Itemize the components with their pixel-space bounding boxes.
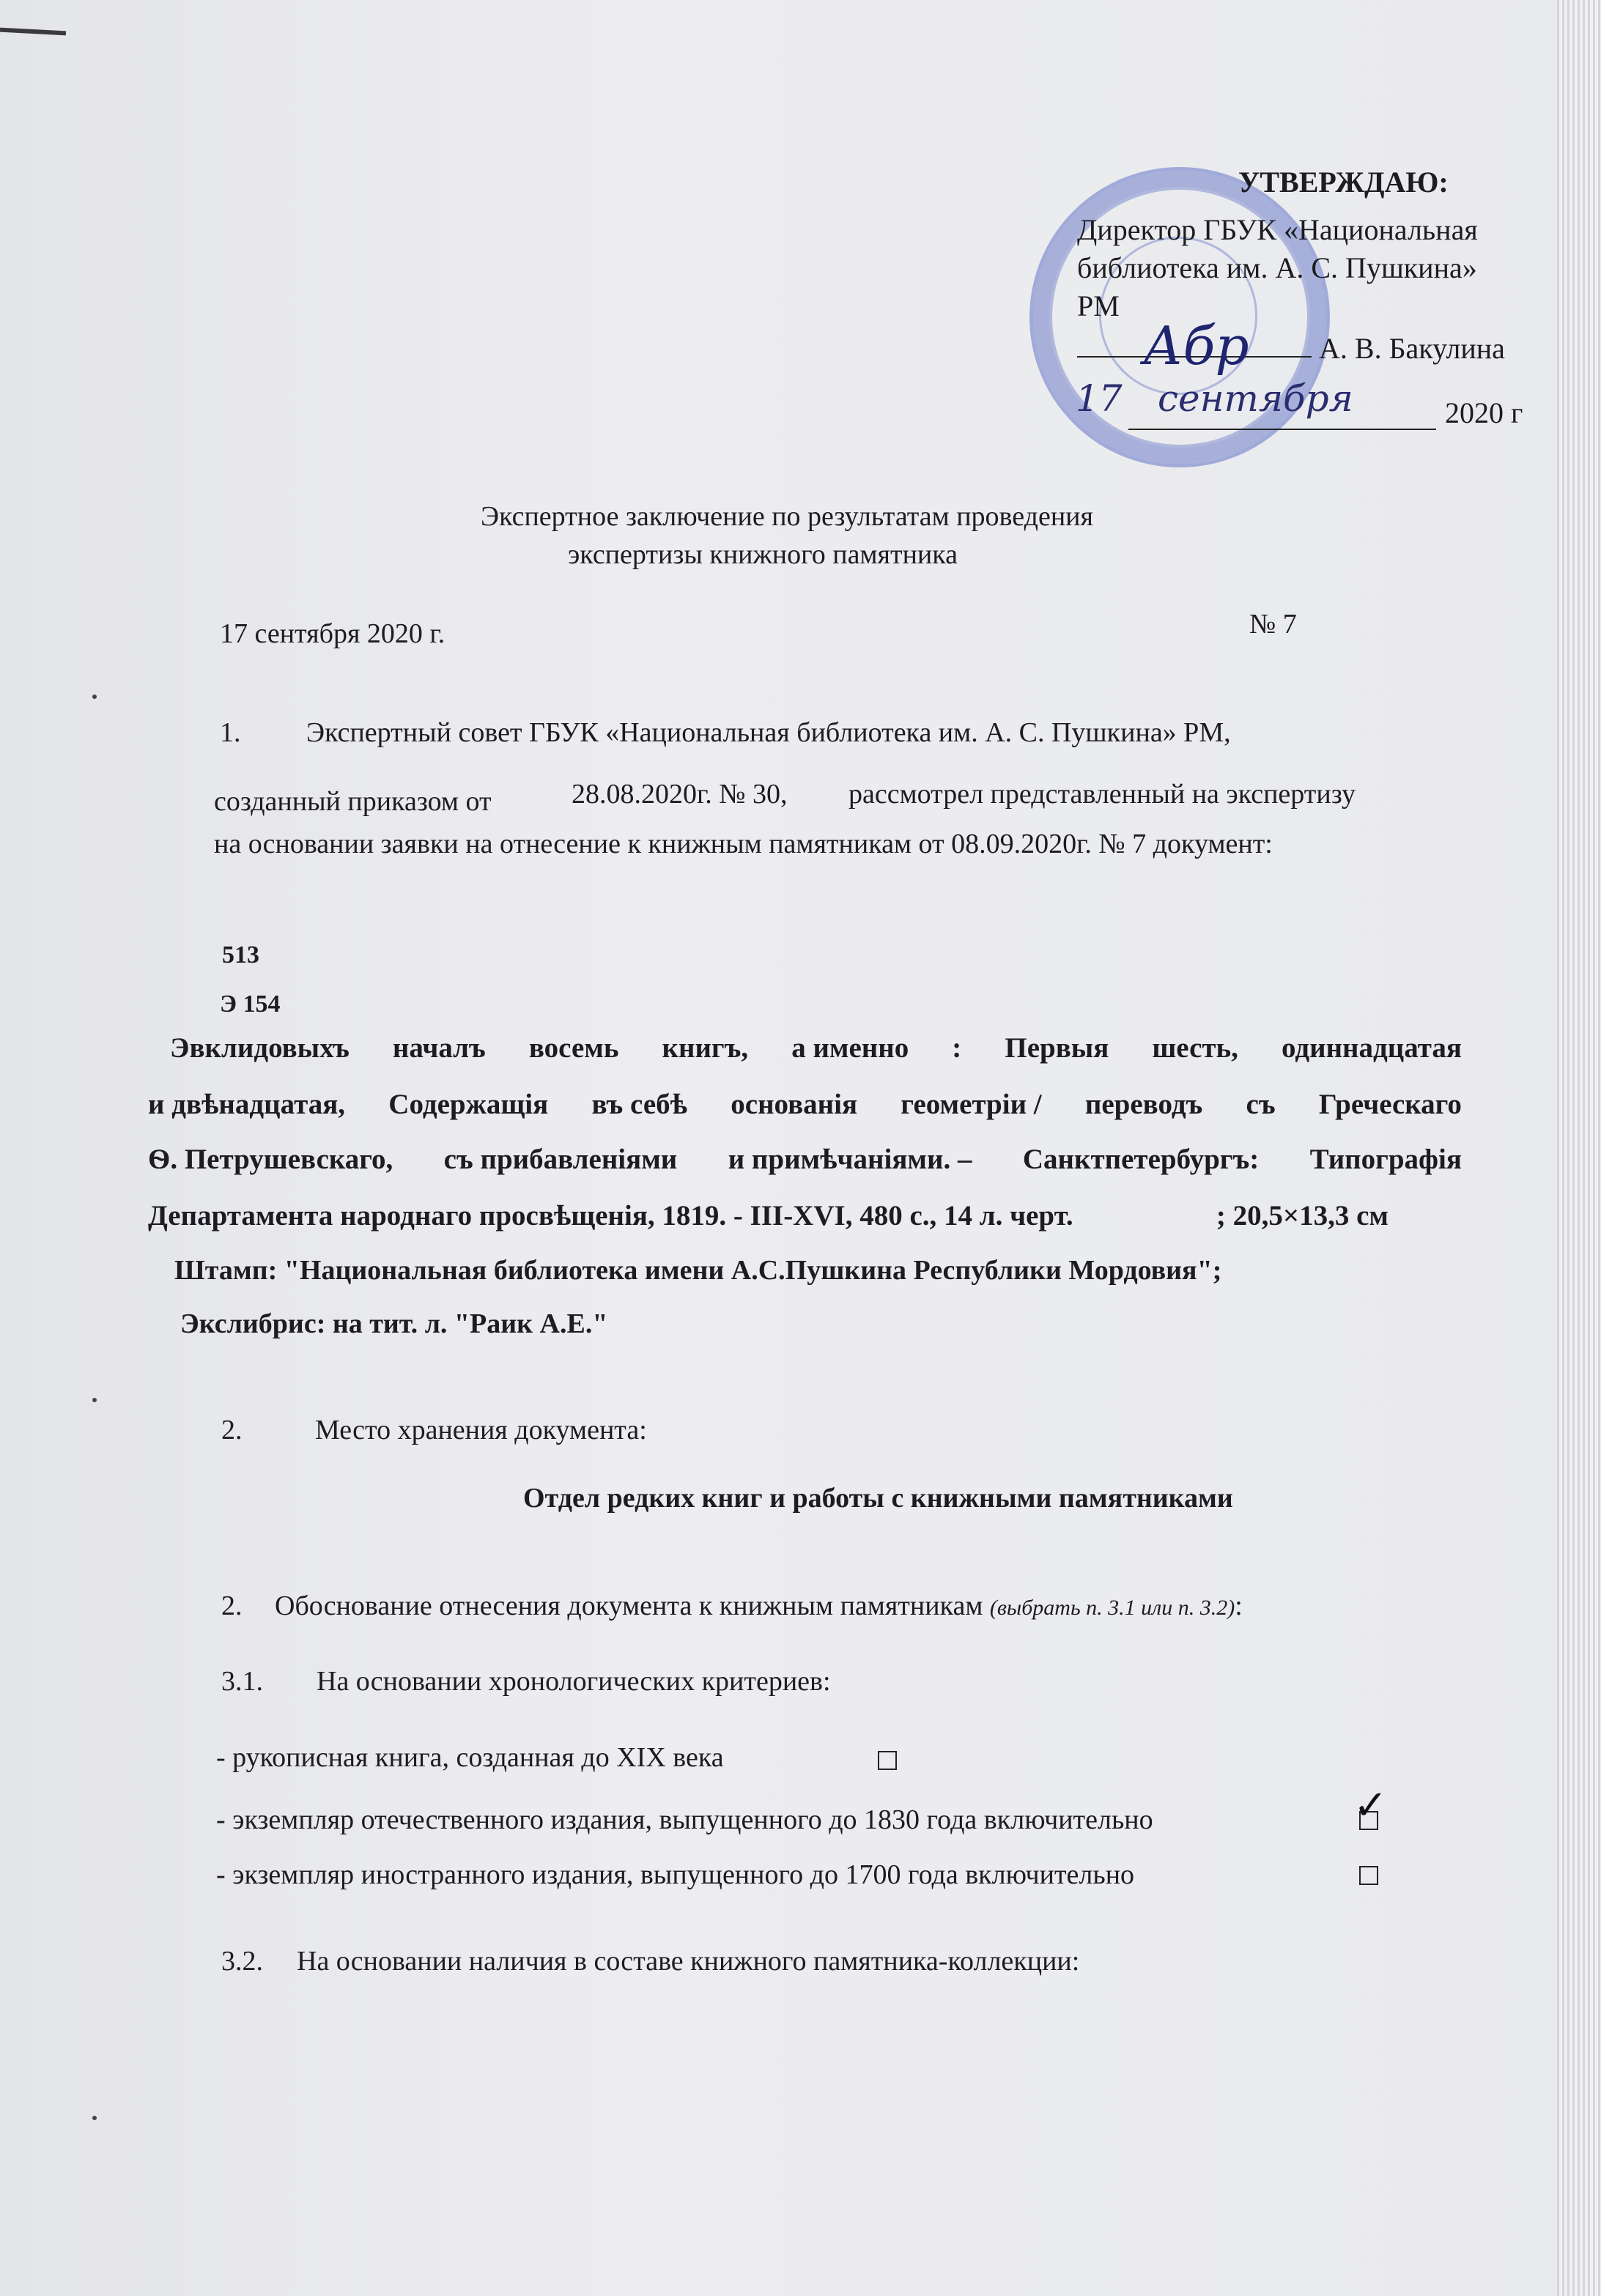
signature: Абр [1143,315,1249,377]
criterion-manuscript: - рукописная книга, созданная до XIX века [216,1742,724,1773]
storage-location: Отдел редких книг и работы с книжными памятниками [523,1483,1233,1514]
subsection-3-2-number: 3.2. [221,1946,263,1977]
checkbox-foreign[interactable] [1359,1866,1378,1885]
section-1-line-1: Экспертный совет ГБУК «Национальная библиотека им. А. С. Пушкина» РМ, [306,717,1231,748]
section-3-label: Обоснование отнесения документа к книжным памятникам (выбрать п. 3.1 или п. 3.2): [275,1590,1243,1621]
subsection-3-2-label: На основании наличия в составе книжного памятника-коллекции: [297,1946,1080,1977]
checkbox-manuscript[interactable] [878,1751,897,1770]
approval-line-1: Директор ГБУК «Национальная [1077,213,1478,246]
section-2-label: Место хранения документа: [315,1415,647,1445]
criterion-foreign: - экземпляр иностранного издания, выпущенного до 1700 года включительно [216,1859,1135,1890]
subsection-3-1-number: 3.1. [221,1666,263,1697]
page-stack-edge [1557,0,1601,2296]
record-code-1: 513 [222,941,259,969]
paper-speck [92,2116,97,2120]
approval-heading: УТВЕРЖДАЮ: [1238,166,1449,199]
section-1-order: 28.08.2020г. № 30, [572,779,788,810]
section-1-number: 1. [220,717,241,748]
date-line [1128,429,1436,430]
checkmark-icon: ✓ [1353,1782,1388,1829]
approval-date-year: 2020 г [1445,396,1523,429]
criterion-domestic: - экземпляр отечественного издания, выпущенного до 1830 года включительно [216,1804,1153,1835]
approval-date-month: сентября [1158,377,1353,420]
record-code-2: Э 154 [220,990,281,1018]
document-number: № 7 [1249,609,1297,640]
description-line-2: и двѣнадцатая, Содержащія въ себѣ основанія геометріи / переводъ съ Греческаго [148,1089,1462,1120]
approval-signer: А. В. Бакулина [1319,332,1505,365]
paper-speck [92,1398,97,1402]
title-line-2: экспертизы книжного памятника [568,539,958,570]
document-date: 17 сентября 2020 г. [220,618,445,649]
section-1-line-2a: созданный приказом от [214,786,492,817]
approval-line-3: РМ [1077,289,1120,322]
subsection-3-1-label: На основании хронологических критериев: [317,1666,831,1697]
description-line-4: Департамента народнаго просвѣщенія, 1819. - III-XVI, 480 с., 14 л. черт. ; 20,5×13,3 см [148,1200,1389,1232]
section-1-line-2c: рассмотрел представленный на экспертизу [848,779,1356,810]
section-1-line-3: на основании заявки на отнесение к книжным памятникам от 08.09.2020г. № 7 документ: [214,829,1273,859]
description-line-3: Ѳ. Петрушевскаго, съ прибавленіями и примѣчаніями. – Санктпетербургъ: Типографія [148,1144,1462,1175]
section-3-number: 2. [221,1590,243,1621]
title-line-1: Экспертное заключение по результатам проведения [481,501,1093,532]
section-2-number: 2. [221,1415,243,1445]
section-3-hint: (выбрать п. 3.1 или п. 3.2) [989,1596,1235,1620]
stamp-note: Штамп: "Национальная библиотека имени А.С.Пушкина Республики Мордовия"; [174,1255,1222,1286]
paper-speck [92,695,97,699]
approval-line-2: библиотека им. А. С. Пушкина» [1077,251,1477,284]
approval-date-day: 17 [1076,377,1123,420]
description-line-1: Эвклидовыхъ началъ восемь книгъ, а именно : Первыя шесть, одиннадцатая [170,1032,1462,1064]
exlibris-note: Экслибрис: на тит. л. "Раик А.Е." [180,1308,608,1339]
